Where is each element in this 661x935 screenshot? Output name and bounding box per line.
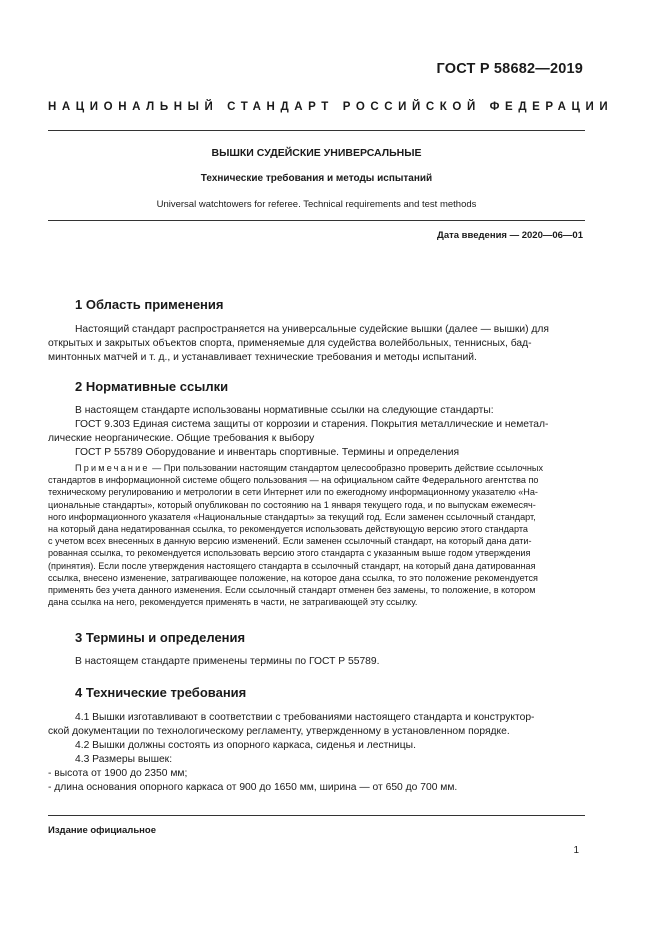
text-line: лические неорганические. Общие требования к выбору	[48, 433, 315, 444]
text-line: открытых и закрытых объектов спорта, применяемые для судейства волейбольных, теннисных, бад-	[48, 338, 532, 349]
title-rule	[48, 220, 585, 221]
note-line: циональные стандарты», который опубликован по состоянию на 1 января текущего года, и по выпускам ежемесяч-	[48, 499, 536, 510]
document-title: ВЫШКИ СУДЕЙСКИЕ УНИВЕРСАЛЬНЫЕ	[211, 147, 422, 159]
header-rule	[48, 130, 585, 131]
note-line: ссылка, внесено изменение, затрагивающее положение, на которое дана ссылка, то это положение рекомендуется	[48, 572, 538, 583]
national-standard-heading: НАЦИОНАЛЬНЫЙ СТАНДАРТ РОССИЙСКОЙ ФЕДЕРАЦИИ	[48, 101, 614, 113]
english-title: Universal watchtowers for referee. Technical requirements and test methods	[156, 199, 477, 210]
section-3-heading: 3 Термины и определения	[75, 630, 246, 645]
text-line: 4.1 Вышки изготавливают в соответствии с требованиями настоящего стандарта и конструктор-	[75, 712, 535, 723]
note-line: с учетом всех внесенных в данную версию изменений. Если заменен ссылочный стандарт, на который дана дати-	[48, 536, 532, 547]
list-item: - длина основания опорного каркаса от 900 до 1650 мм, ширина — от 650 до 700 мм.	[48, 782, 458, 793]
section-3-body	[48, 655, 585, 669]
footer-rule	[48, 815, 585, 816]
text-line: ГОСТ 9.303 Единая система защиты от коррозии и старения. Покрытия металлические и неметал-	[75, 419, 549, 430]
text-line: ГОСТ Р 55789 Оборудование и инвентарь спортивные. Термины и определения	[75, 447, 460, 458]
note-line: стандартов в информационной системе общего пользования — на официальном сайте Федерального агентства по	[48, 475, 539, 486]
introduction-date: Дата введения — 2020—06—01	[437, 230, 583, 241]
document-subtitle: Технические требования и методы испытаний	[200, 173, 433, 184]
text-line: 4.3 Размеры вышек:	[75, 754, 173, 765]
note-line: рованная ссылка, то рекомендуется использовать версию этого стандарта с указанным выше годом утверждения	[48, 548, 531, 559]
text-line: В настоящем стандарте использованы нормативные ссылки на следующие стандарты:	[75, 405, 494, 416]
note-line: (принятия). Если после утверждения настоящего стандарта в ссылочный стандарт, на который дана датированная	[48, 560, 536, 571]
page-number: 1	[573, 845, 579, 856]
note-label: Примечание	[75, 463, 150, 473]
section-1-heading: 1 Область применения	[75, 297, 224, 312]
text-line: минтонных матчей и т. д., и устанавливает технические требования и методы испытаний.	[48, 352, 477, 363]
section-2-note	[48, 462, 585, 608]
text-line: Настоящий стандарт распространяется на универсальные судейские вышки (далее — вышки) для	[75, 324, 549, 335]
note-line: дана ссылка на него, рекомендуется применять в части, не затрагивающей эту ссылку.	[48, 597, 418, 608]
section-2-heading: 2 Нормативные ссылки	[75, 379, 229, 394]
note-line: на который дана недатированная ссылка, то рекомендуется использовать действующую версию этого стандарта	[48, 524, 528, 535]
standard-code: ГОСТ Р 58682—2019	[436, 61, 583, 77]
list-item: - высота от 1900 до 2350 мм;	[48, 768, 188, 779]
text-line: 4.2 Вышки должны состоять из опорного каркаса, сиденья и лестницы.	[75, 740, 416, 751]
section-1-body	[48, 323, 585, 365]
note-line: техническому регулированию и метрологии в сети Интернет или по ежегодному информационному указателю «На-	[48, 487, 538, 498]
note-text: — При пользовании настоящим стандартом целесообразно проверить действие ссылочных	[149, 463, 544, 473]
note-line	[48, 462, 585, 474]
section-2-body	[48, 404, 585, 460]
section-4-body	[48, 711, 585, 795]
note-line: применять без учета данного изменения. Если ссылочный стандарт отменен без замены, то положение, в котором	[48, 585, 536, 596]
official-edition-label: Издание официальное	[48, 825, 156, 836]
text-line: В настоящем стандарте применены термины по ГОСТ Р 55789.	[75, 656, 380, 667]
section-4-heading: 4 Технические требования	[75, 685, 247, 700]
text-line: ской документации по технологическому регламенту, утвержденному в установленном порядке.	[48, 726, 510, 737]
note-line: ного информационного указателя «Национальные стандарты» за текущий год. Если заменен ссылочный стандарт,	[48, 511, 536, 522]
